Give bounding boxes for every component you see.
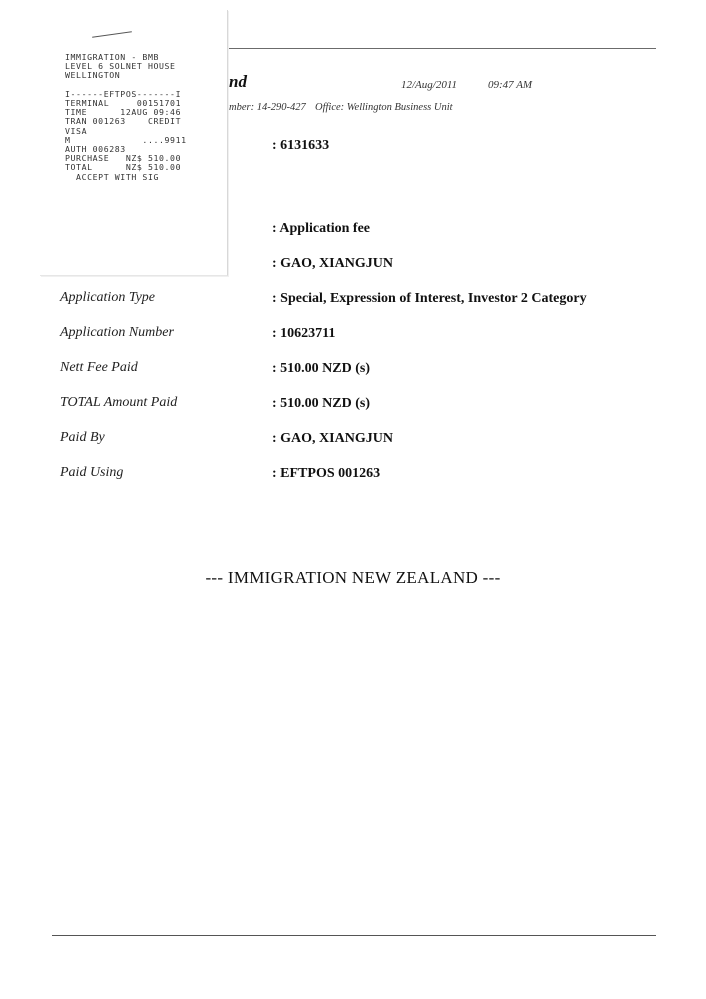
receipt-text — [65, 53, 187, 182]
paid-by-value: : GAO, XIANGJUN — [272, 431, 393, 446]
footer-agency-name: --- IMMIGRATION NEW ZEALAND --- — [205, 568, 501, 587]
application-type-label: Application Type — [60, 290, 155, 305]
application-number-value: : 10623711 — [272, 326, 336, 341]
top-rule — [228, 48, 656, 49]
header-title-fragment: nd — [229, 72, 247, 91]
receipt-number-value: : 6131633 — [272, 138, 330, 153]
total-amount-paid-value: : 510.00 NZD (s) — [272, 396, 370, 411]
header-office: Office: Wellington Business Unit — [315, 102, 453, 113]
paid-by-label: Paid By — [60, 430, 105, 445]
application-number-label: Application Number — [60, 325, 174, 340]
receipt-line: TRAN 001263 CREDIT — [65, 116, 182, 127]
bottom-rule — [52, 935, 656, 936]
application-type-value: : Special, Expression of Interest, Investor 2 Category — [272, 291, 587, 306]
fee-description-value: : Application fee — [272, 221, 370, 236]
nett-fee-paid-label: Nett Fee Paid — [60, 360, 138, 375]
handwritten-mark — [92, 31, 132, 38]
nett-fee-paid-value: : 510.00 NZD (s) — [272, 361, 370, 376]
receipt-line: I------EFTPOS-------I — [65, 88, 182, 99]
receipt-line: TOTAL NZ$ 510.00 — [65, 162, 182, 173]
receipt-line: IMMIGRATION - BMB — [65, 52, 159, 62]
receipt-line: TERMINAL 00151701 — [65, 98, 182, 109]
receipt-line: PURCHASE NZ$ 510.00 — [65, 153, 182, 164]
header-time: 09:47 AM — [488, 79, 533, 91]
receipt-line: WELLINGTON — [65, 70, 121, 81]
total-amount-paid-label: TOTAL Amount Paid — [60, 395, 178, 410]
receipt-line: M ....9911 — [65, 134, 187, 145]
eftpos-receipt-slip — [40, 10, 228, 276]
receipt-line: AUTH 006283 — [65, 144, 126, 155]
header-number-fragment: mber: 14-290-427 — [229, 102, 306, 113]
paid-using-label: Paid Using — [60, 465, 124, 480]
receipt-line: TIME 12AUG 09:46 — [65, 107, 182, 118]
client-name-value: : GAO, XIANGJUN — [272, 256, 393, 271]
receipt-line: VISA — [65, 125, 88, 136]
paid-using-value: : EFTPOS 001263 — [272, 466, 381, 481]
header-date: 12/Aug/2011 — [401, 79, 458, 91]
receipt-line: ACCEPT WITH SIG — [65, 171, 159, 182]
receipt-line: LEVEL 6 SOLNET HOUSE — [65, 61, 176, 72]
